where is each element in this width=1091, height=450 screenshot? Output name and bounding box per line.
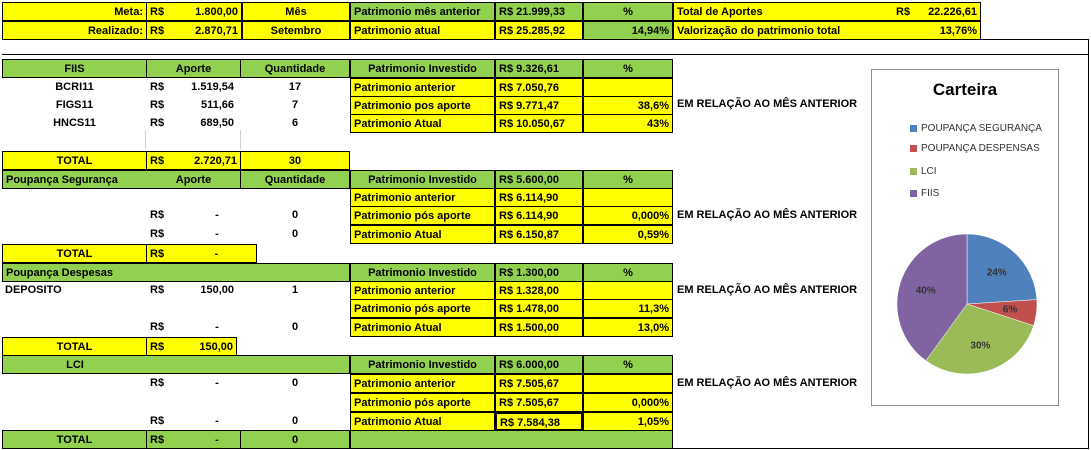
seg-patrimonio-anterior-value[interactable]: R$ 6.114,90 xyxy=(495,188,583,207)
legend-label: POUPANÇA DESPENSAS xyxy=(921,143,1040,154)
legend-label: POUPANÇA SEGURANÇA xyxy=(921,123,1042,134)
seg-row-aporte[interactable]: - xyxy=(215,228,219,240)
legend-label: LCI xyxy=(921,166,937,177)
seg-patrimonio-pos-aporte-label: Patrimonio pós aporte xyxy=(350,206,495,225)
lci-total-label: TOTAL xyxy=(2,430,147,449)
fiis-patrimonio-atual-label: Patrimonio Atual xyxy=(350,114,495,133)
pct-header: % xyxy=(583,2,673,21)
lci-header-fill xyxy=(147,355,350,374)
valorizacao-label: Valorização do patrimonio total xyxy=(673,21,908,40)
mes-value[interactable]: Setembro xyxy=(242,21,350,40)
desp-patrimonio-pos-aporte-value[interactable]: R$ 1.478,00 xyxy=(495,299,583,318)
fiis-patrimonio-anterior-value[interactable]: R$ 7.050,76 xyxy=(495,78,583,97)
chart-title: Carteira xyxy=(932,80,998,99)
fiis-patrimonio-atual-value[interactable]: R$ 10.050,67 xyxy=(495,114,583,133)
lci-patrimonio-investido-value[interactable]: R$ 6.000,00 xyxy=(495,355,583,374)
desp-row-aporte[interactable]: - xyxy=(215,321,219,333)
fiis-patrimonio-investido-value[interactable]: R$ 9.326,61 xyxy=(495,59,583,78)
desp-total-label: TOTAL xyxy=(2,337,147,356)
desp-patrimonio-atual-label: Patrimonio Atual xyxy=(350,318,495,337)
fiis-total-value[interactable]: 2.720,71 xyxy=(177,151,240,170)
fiis-row-aporte[interactable]: 1.519,54 xyxy=(191,81,234,93)
seg-note: EM RELAÇÃO AO MÊS ANTERIOR xyxy=(677,209,858,221)
meta-currency: R$ xyxy=(147,2,177,21)
lci-pct-header: % xyxy=(583,355,673,374)
seg-patrimonio-atual-label: Patrimonio Atual xyxy=(350,225,495,244)
meta-label: Meta: xyxy=(2,2,147,21)
meta-value[interactable]: 1.800,00 xyxy=(177,2,242,21)
fiis-total-label: TOTAL xyxy=(2,151,147,170)
lci-header-name: LCI xyxy=(2,355,147,374)
lci-row-currency: R$ xyxy=(150,377,165,389)
fiis-header-quantidade: Quantidade xyxy=(240,59,350,78)
seg-total-label: TOTAL xyxy=(2,244,147,263)
lci-patrimonio-atual-pct[interactable]: 1,05% xyxy=(583,412,673,431)
desp-row-aporte[interactable]: 150,00 xyxy=(200,284,234,296)
seg-patrimonio-investido-label: Patrimonio Investido xyxy=(350,170,495,189)
desp-row-name[interactable]: DEPOSITO xyxy=(5,284,62,296)
desp-patrimonio-atual-pct[interactable]: 13,0% xyxy=(583,318,673,337)
seg-patrimonio-pos-aporte-pct[interactable]: 0,000% xyxy=(583,206,673,225)
desp-patrimonio-atual-value[interactable]: R$ 1.500,00 xyxy=(495,318,583,337)
desp-pct-header: % xyxy=(583,263,673,282)
desp-note: EM RELAÇÃO AO MÊS ANTERIOR xyxy=(677,284,858,296)
total-aportes-value[interactable]: 22.226,61 xyxy=(923,2,981,21)
lci-patrimonio-pos-aporte-value[interactable]: R$ 7.505,67 xyxy=(495,393,583,412)
slice-label: 6% xyxy=(1002,304,1018,316)
fiis-patrimonio-anterior-pct[interactable] xyxy=(583,78,673,97)
fiis-row-name[interactable]: HNCS11 xyxy=(53,117,96,129)
seg-total-currency: R$ xyxy=(147,244,177,263)
row-separator xyxy=(2,54,1089,55)
desp-patrimonio-investido-label: Patrimonio Investido xyxy=(350,263,495,282)
fiis-patrimonio-pos-aporte-value[interactable]: R$ 9.771,47 xyxy=(495,96,583,115)
seg-header-aporte: Aporte xyxy=(147,170,240,189)
seg-total-value[interactable]: - xyxy=(177,244,257,263)
lci-patrimonio-atual-value[interactable]: R$ 7.584,38 xyxy=(495,412,583,431)
seg-row-currency: R$ xyxy=(150,209,165,221)
lci-patrimonio-investido-label: Patrimonio Investido xyxy=(350,355,495,374)
seg-patrimonio-atual-value[interactable]: R$ 6.150,87 xyxy=(495,225,583,244)
patrimonio-mes-anterior-label: Patrimonio mês anterior xyxy=(350,2,495,21)
desp-total-value[interactable]: 150,00 xyxy=(177,337,237,356)
lci-total-currency: R$ xyxy=(147,430,177,449)
patrimonio-atual-label: Patrimonio atual xyxy=(350,21,495,40)
desp-patrimonio-anterior-pct[interactable] xyxy=(583,281,673,300)
lci-note: EM RELAÇÃO AO MÊS ANTERIOR xyxy=(677,377,858,389)
fiis-row-name[interactable]: FIGS11 xyxy=(55,99,94,111)
lci-row-aporte[interactable]: - xyxy=(215,415,219,427)
lci-patrimonio-anterior-pct[interactable] xyxy=(583,374,673,393)
mes-label: Mês xyxy=(242,2,350,21)
desp-patrimonio-anterior-label: Patrimonio anterior xyxy=(350,281,495,300)
seg-header-name: Poupança Segurança xyxy=(2,170,147,189)
row-separator xyxy=(2,39,1089,40)
desp-header-fill xyxy=(147,263,350,282)
seg-patrimonio-pos-aporte-value[interactable]: R$ 6.114,90 xyxy=(495,206,583,225)
total-aportes-currency: R$ xyxy=(893,2,923,21)
valorizacao-value[interactable]: 13,76% xyxy=(908,21,981,40)
seg-row-quantidade[interactable]: 0 xyxy=(291,209,299,221)
desp-row-quantidade[interactable]: 0 xyxy=(291,321,299,333)
lci-row-quantidade[interactable]: 0 xyxy=(291,415,299,427)
realizado-label: Realizado: xyxy=(2,21,147,40)
seg-patrimonio-atual-pct[interactable]: 0,59% xyxy=(583,225,673,244)
fiis-patrimonio-anterior-label: Patrimonio anterior xyxy=(350,78,495,97)
realizado-currency: R$ xyxy=(147,21,177,40)
seg-patrimonio-investido-value[interactable]: R$ 5.600,00 xyxy=(495,170,583,189)
desp-patrimonio-investido-value[interactable]: R$ 1.300,00 xyxy=(495,263,583,282)
lci-patrimonio-atual-label: Patrimonio Atual xyxy=(350,412,495,431)
fiis-total-currency: R$ xyxy=(147,151,177,170)
seg-row-quantidade[interactable]: 0 xyxy=(291,228,299,240)
fiis-row-quantidade[interactable]: 7 xyxy=(291,99,299,111)
desp-patrimonio-anterior-value[interactable]: R$ 1.328,00 xyxy=(495,281,583,300)
desp-patrimonio-pos-aporte-label: Patrimonio pós aporte xyxy=(350,299,495,318)
lci-patrimonio-anterior-value[interactable]: R$ 7.505,67 xyxy=(495,374,583,393)
pct-value[interactable]: 14,94% xyxy=(583,21,673,40)
patrimonio-atual-value[interactable]: R$ 25.285,92 xyxy=(495,21,583,40)
desp-total-currency: R$ xyxy=(147,337,177,356)
right-border xyxy=(1088,39,1089,448)
lci-patrimonio-pos-aporte-pct[interactable]: 0,000% xyxy=(583,393,673,412)
seg-patrimonio-anterior-label: Patrimonio anterior xyxy=(350,188,495,207)
patrimonio-mes-anterior-value[interactable]: R$ 21.999,33 xyxy=(495,2,583,21)
fiis-patrimonio-atual-pct[interactable]: 43% xyxy=(583,114,673,133)
seg-row-aporte[interactable]: - xyxy=(215,209,219,221)
lci-total-value[interactable]: - xyxy=(177,430,257,449)
fiis-row-name[interactable]: BCRI11 xyxy=(55,81,94,93)
fiis-row-currency: R$ xyxy=(150,99,165,111)
fiis-header-name: FIIS xyxy=(2,59,147,78)
seg-row-currency: R$ xyxy=(150,228,165,240)
fiis-note: EM RELAÇÃO AO MÊS ANTERIOR xyxy=(677,98,858,110)
lci-row-aporte[interactable]: - xyxy=(215,377,219,389)
lci-patrimonio-pos-aporte-label: Patrimonio pós aporte xyxy=(350,393,495,412)
lci-patrimonio-anterior-label: Patrimonio anterior xyxy=(350,374,495,393)
legend-label: FIIS xyxy=(921,188,940,199)
fiis-row-quantidade[interactable]: 6 xyxy=(291,117,299,129)
fiis-pct-header: % xyxy=(583,59,673,78)
slice-label: 24% xyxy=(986,267,1007,279)
desp-row-currency: R$ xyxy=(150,284,165,296)
total-aportes-label: Total de Aportes xyxy=(673,2,893,21)
carteira-chart[interactable] xyxy=(871,69,1059,406)
lci-row-quantidade[interactable]: 0 xyxy=(291,377,299,389)
slice-label: 30% xyxy=(970,340,991,352)
seg-header-quantidade: Quantidade xyxy=(240,170,350,189)
seg-pct-header: % xyxy=(583,170,673,189)
fiis-row-currency: R$ xyxy=(150,117,165,129)
bottom-border xyxy=(673,448,1089,449)
fiis-row-currency: R$ xyxy=(150,81,165,93)
realizado-value[interactable]: 2.870,71 xyxy=(177,21,242,40)
desp-header-name: Poupança Despesas xyxy=(2,263,147,282)
seg-patrimonio-anterior-pct[interactable] xyxy=(583,188,673,207)
fiis-row-aporte[interactable]: 511,66 xyxy=(200,99,234,111)
slice-label: 40% xyxy=(915,285,936,297)
lci-row-currency: R$ xyxy=(150,415,165,427)
desp-row-quantidade[interactable]: 1 xyxy=(291,284,299,296)
desp-row-currency: R$ xyxy=(150,321,165,333)
fiis-patrimonio-pos-aporte-label: Patrimonio pos aporte xyxy=(350,96,495,115)
pie-svg xyxy=(872,70,1058,405)
fiis-header-aporte: Aporte xyxy=(147,59,240,78)
fiis-row-quantidade[interactable]: 17 xyxy=(288,81,302,93)
lci-total-quantidade[interactable]: 0 xyxy=(240,430,350,449)
desp-patrimonio-pos-aporte-pct[interactable]: 11,3% xyxy=(583,299,673,318)
lci-total-fill xyxy=(350,430,673,449)
fiis-total-quantidade[interactable]: 30 xyxy=(240,151,350,170)
fiis-patrimonio-pos-aporte-pct[interactable]: 38,6% xyxy=(583,96,673,115)
fiis-patrimonio-investido-label: Patrimonio Investido xyxy=(350,59,495,78)
fiis-row-aporte[interactable]: 689,50 xyxy=(200,117,234,129)
